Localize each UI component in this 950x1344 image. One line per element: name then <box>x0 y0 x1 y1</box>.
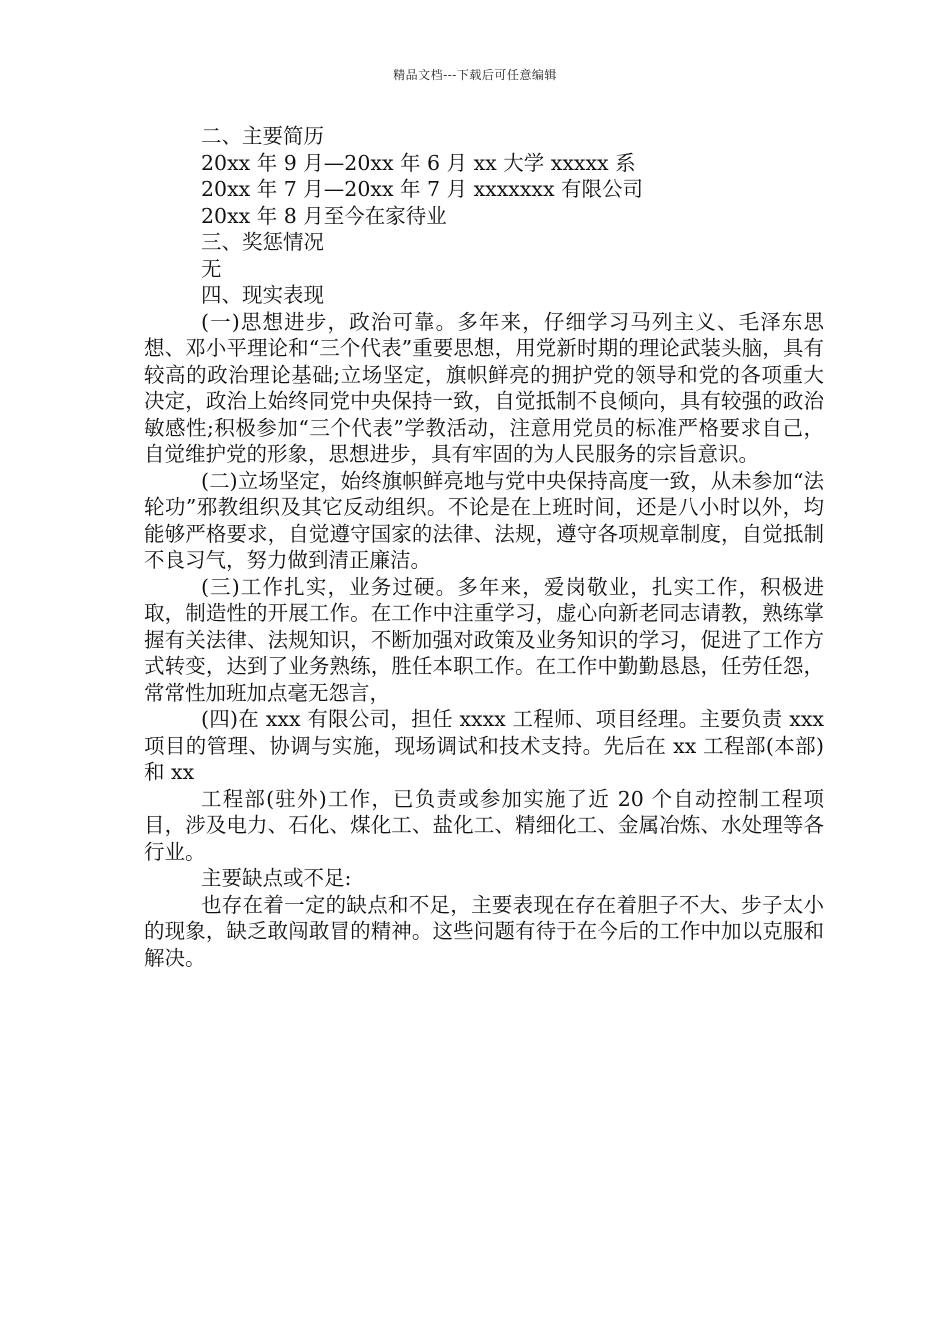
paragraph-position: (四)在 xxx 有限公司，担任 xxxx 工程师、项目经理。主要负责 xxx 项目的管理、协调与实施，现场调试和技术支持。先后在 xx 工程部(本部)和 xx <box>144 707 824 784</box>
paragraph-projects: 工程部(驻外)工作，已负责或参加实施了近 20 个自动控制工程项目，涉及电力、石化、煤化工、盐化工、精细化工、金属冶炼、水处理等各行业。 <box>144 786 824 864</box>
paragraph-stance: (二)立场坚定，始终旗帜鲜亮地与党中央保持高度一致，从未参加“法轮功”邪教组织及其它反动组织。不论是在上班时间，还是八小时以外，均能够严格要求，自觉遵守国家的法律、法规，遵守各项规章制度，自觉抵制不良习气，努力做到清正廉洁。 <box>144 468 824 572</box>
page-header: 精品文档---下载后可任意编辑 <box>393 68 557 82</box>
paragraph-political: (一)思想进步，政治可靠。多年来，仔细学习马列主义、毛泽东思想、邓小平理论和“三个代表”重要思想，用党新时期的理论武装头脑，具有较高的政治理论基础;立场坚定，旗帜鲜亮的拥护党的领导和党的各项重大决定，政治上始终同党中央保持一致，自觉抵制不良倾向，具有较强的政治敏感性;积极参加“三个代表”学教活动，注意用党员的标准严格要求自己，自觉维护党的形象，思想进步，具有牢固的为人民服务的宗旨意识。 <box>144 309 824 466</box>
section-2-heading: 二、主要简历 <box>201 124 324 148</box>
document-body <box>144 123 824 971</box>
paragraph-work: (三)工作扎实，业务过硬。多年来，爱岗敬业，扎实工作，积极进取，制造性的开展工作。在工作中注重学习，虚心向新老同志请教，熟练掌握有关法律、法规知识，不断加强对政策及业务知识的学习，促进了工作方式转变，达到了业务熟练，胜任本职工作。在工作中勤勤恳恳，任劳任怨，常常性加班加点毫无怨言， <box>144 574 824 705</box>
section-3-value: 无 <box>201 256 222 281</box>
resume-entry: 20xx 年 8 月至今在家待业 <box>201 203 447 228</box>
resume-entry: 20xx 年 7 月—20xx 年 7 月 xxxxxxx 有限公司 <box>201 177 644 201</box>
section-4-heading: 四、现实表现 <box>201 283 324 307</box>
paragraph-shortcomings: 也存在着一定的缺点和不足，主要表现在存在着胆子不大、步子太小的现象，缺乏敢闯敢冒的精神。这些问题有待于在今后的工作中加以克服和解决。 <box>144 892 824 970</box>
resume-entry: 20xx 年 9 月—20xx 年 6 月 xx 大学 xxxxx 系 <box>201 150 636 175</box>
section-3-heading: 三、奖惩情况 <box>201 230 324 254</box>
paragraph-shortcomings-title: 主要缺点或不足: <box>201 866 352 890</box>
